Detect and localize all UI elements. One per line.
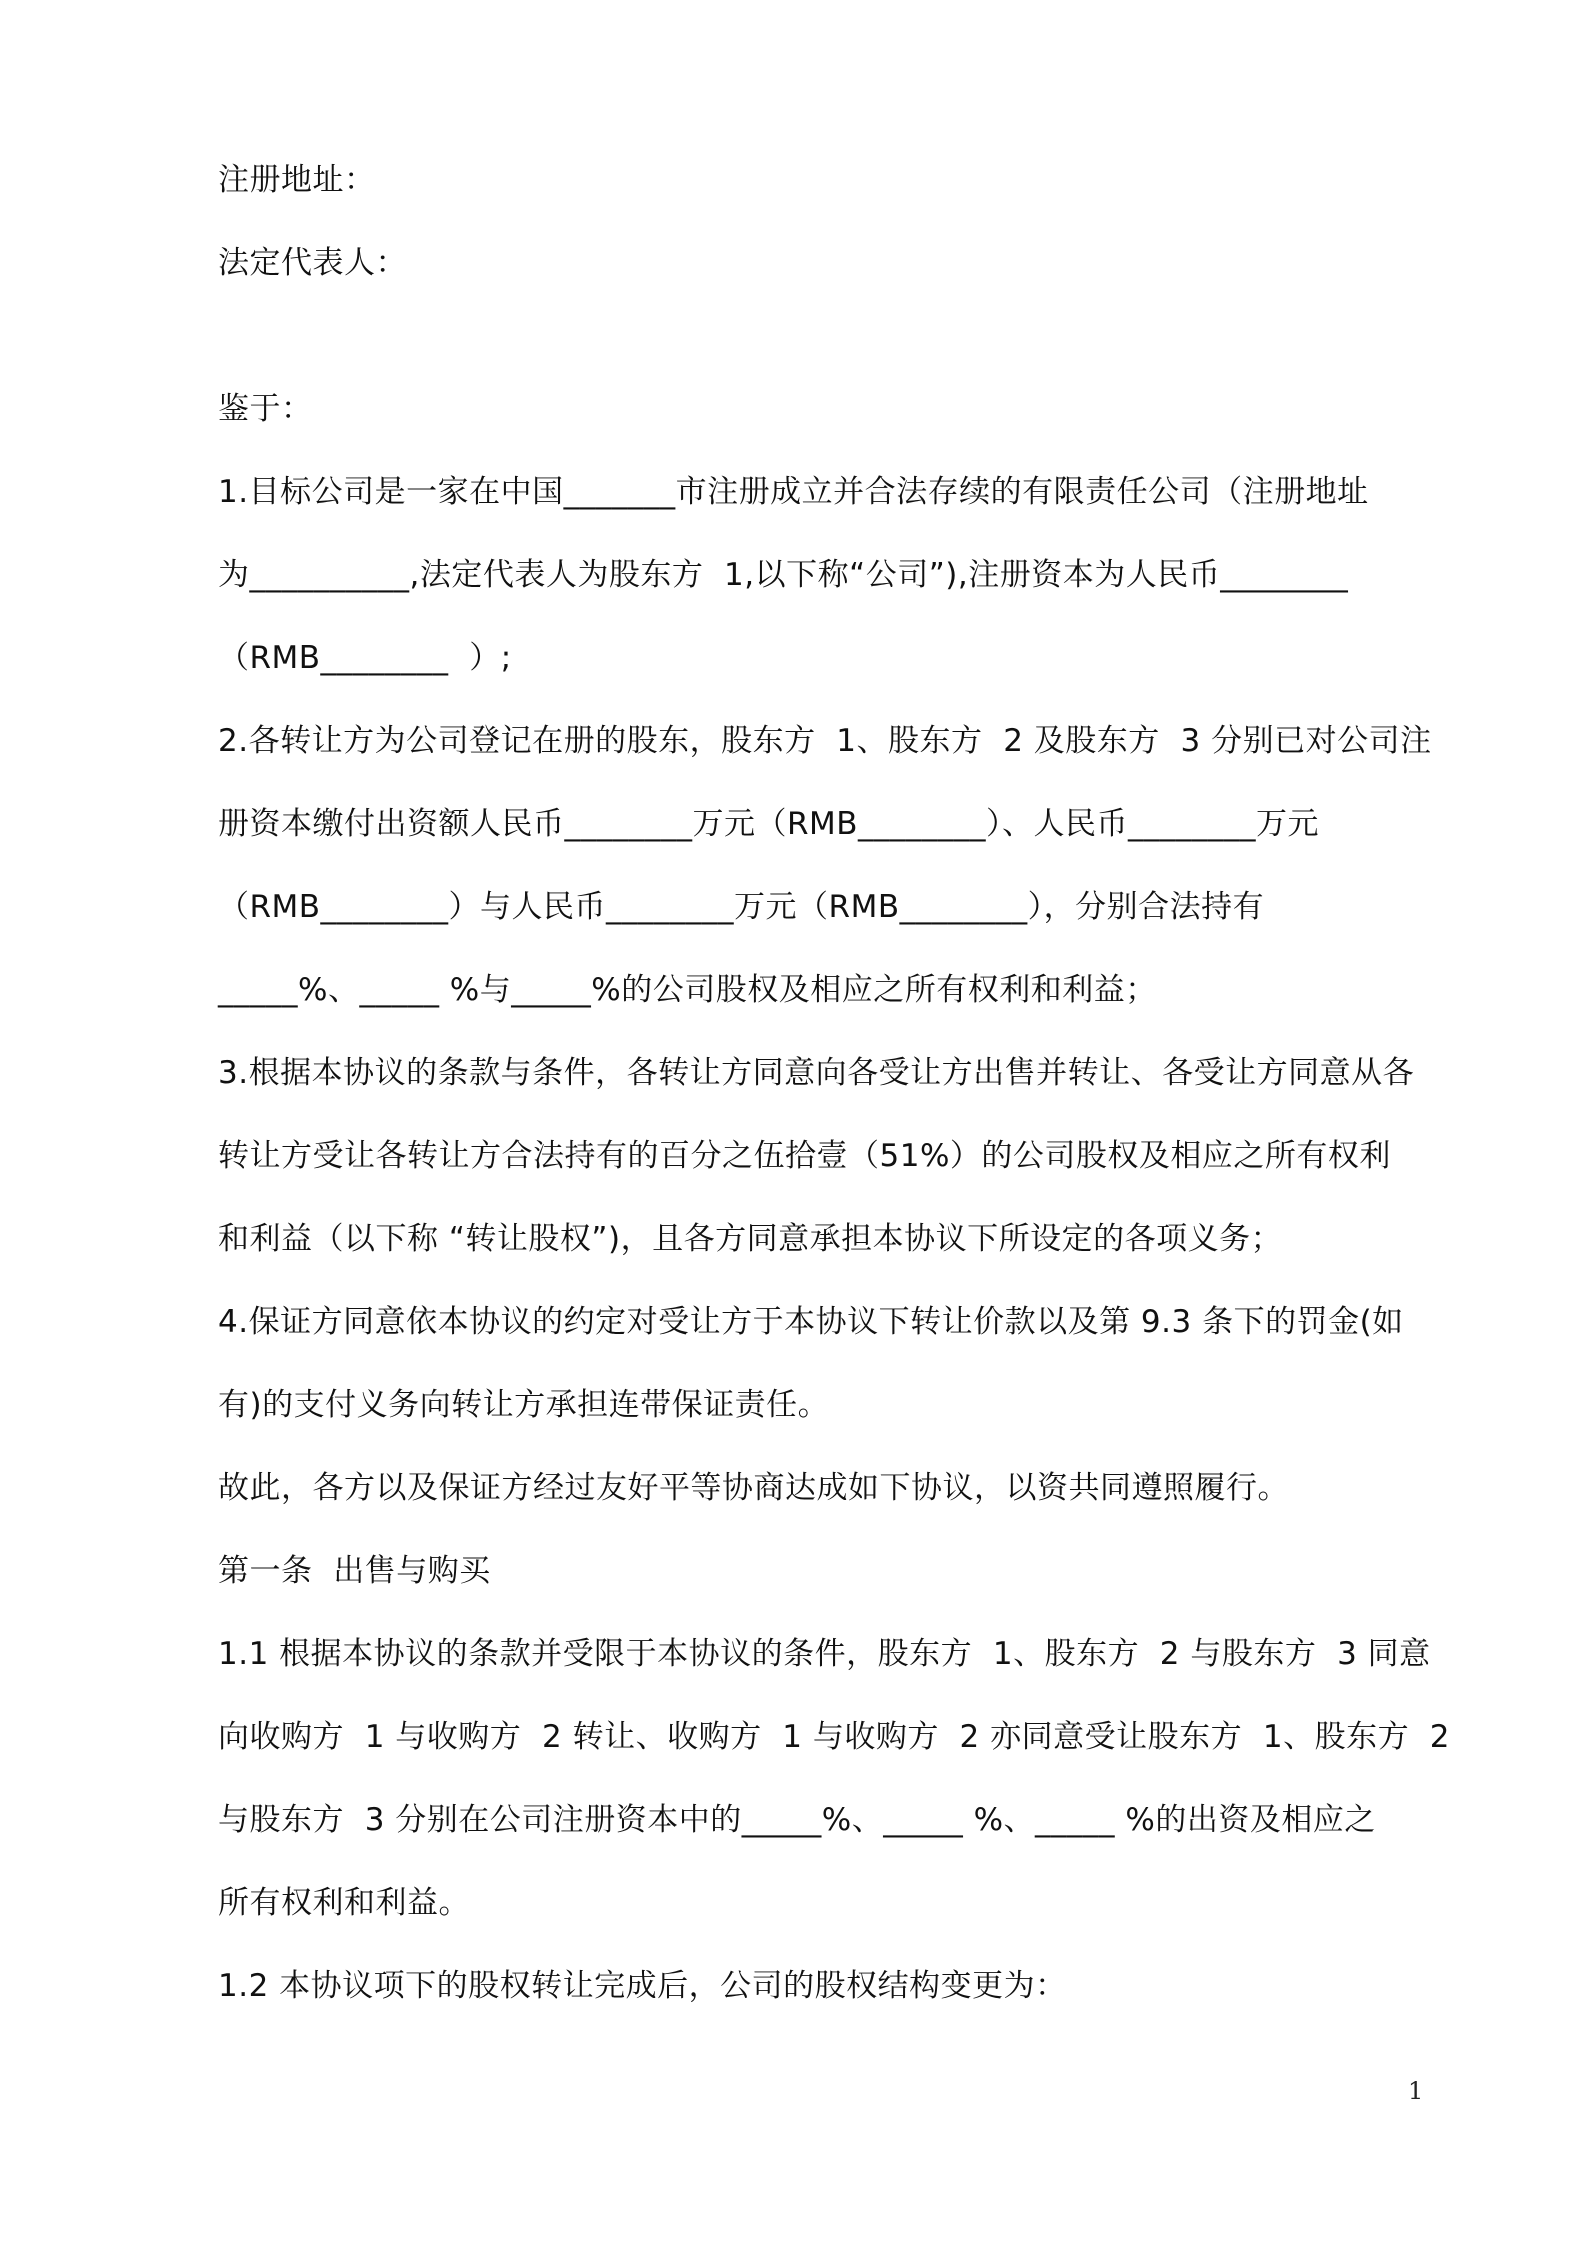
clause-1-2-line-1: 1.2 本协议项下的股权转让完成后，公司的股权结构变更为： [218,1968,1067,2004]
agreement-intro: 故此，各方以及保证方经过友好平等协商达成如下协议，以资共同遵照履行。 [218,1470,1289,1506]
recital-2-line-1: 2.各转让方为公司登记在册的股东，股东方 1、股东方 2 及股东方 3 分别已对公司注 [218,723,1432,759]
recital-1-line-3: （RMB________ ）; [218,640,512,676]
recital-3-line-1: 3.根据本协议的条款与条件，各转让方同意向各受让方出售并转让、各受让方同意从各 [218,1055,1415,1091]
page-number: 1 [1408,2077,1424,2105]
whereas-heading: 鉴于： [218,391,313,427]
clause-1-1-line-2: 向收购方 1 与收购方 2 转让、收购方 1 与收购方 2 亦同意受让股东方 1、股东方 2 [218,1719,1450,1755]
recital-1-line-2: 为__________,法定代表人为股东方 1,以下称“公司”),注册资本为人民币________ [218,557,1349,593]
recital-2-line-2: 册资本缴付出资额人民币________万元（RMB________）、人民币________万元 [218,806,1320,842]
clause-1-1-line-1: 1.1 根据本协议的条款并受限于本协议的条件，股东方 1、股东方 2 与股东方 3 同意 [218,1636,1431,1672]
recital-4-line-1: 4.保证方同意依本协议的约定对受让方于本协议下转让价款以及第 9.3 条下的罚金(如 [218,1304,1404,1340]
article-1-heading: 第一条 出售与购买 [218,1553,491,1589]
registered-address-label: 注册地址： [218,162,376,198]
clause-1-1-line-4: 所有权利和利益。 [218,1885,470,1921]
recital-3-line-2: 转让方受让各转让方合法持有的百分之伍拾壹（51%）的公司股权及相应之所有权利 [218,1138,1391,1174]
clause-1-1-line-3: 与股东方 3 分别在公司注册资本中的_____%、_____ %、_____ %的出资及相应之 [218,1802,1376,1838]
recital-3-line-3: 和利益（以下称 “转让股权”)，且各方同意承担本协议下所设定的各项义务； [218,1221,1283,1257]
recital-4-line-2: 有)的支付义务向转让方承担连带保证责任。 [218,1387,830,1423]
recital-2-line-4: _____%、_____ %与_____%的公司股权及相应之所有权利和利益； [218,972,1157,1008]
legal-representative-label: 法定代表人： [218,245,407,281]
recital-2-line-3: （RMB________）与人民币________万元（RMB________），分别合法持有 [218,889,1265,925]
recital-1-line-1: 1.目标公司是一家在中国_______市注册成立并合法存续的有限责任公司（注册地址 [218,474,1369,510]
